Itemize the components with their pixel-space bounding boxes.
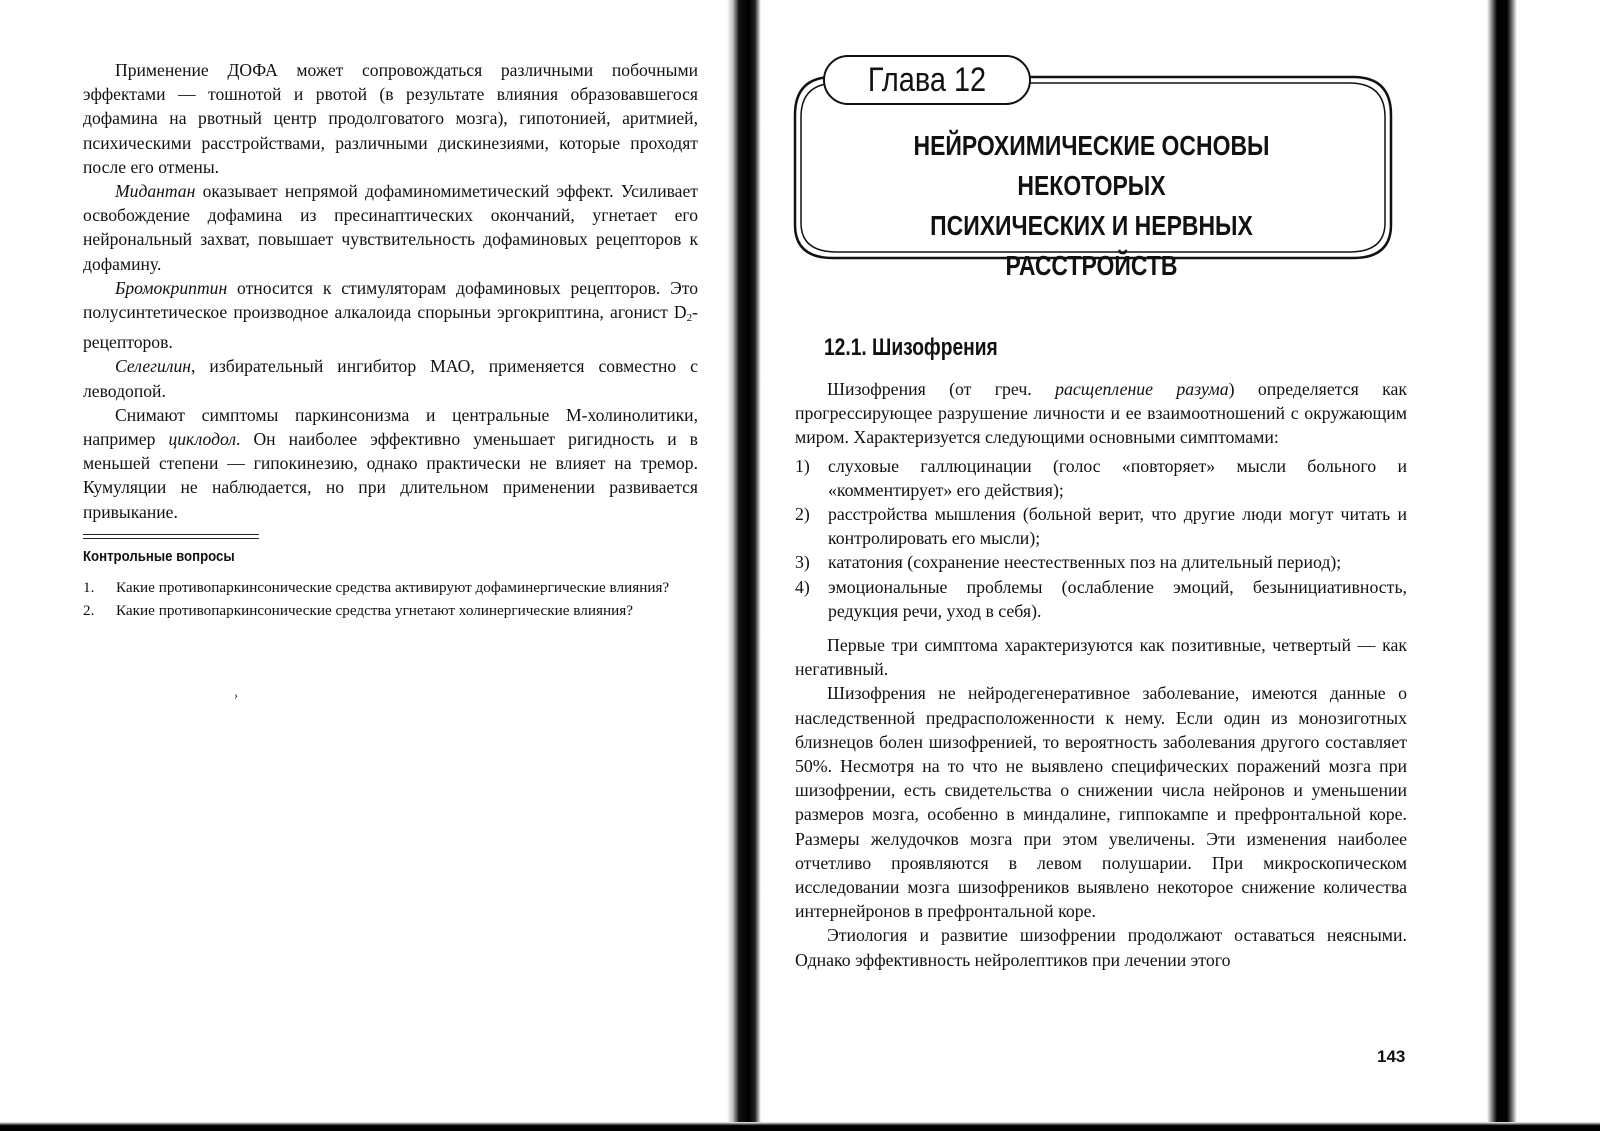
symptoms-list [795,454,1407,623]
list-text: Какие противопаркинсонические средства угнетают холинергические влияния? [116,601,633,619]
list-number: 2. [83,601,95,619]
list-item [83,578,703,599]
divider [83,538,259,539]
paragraph: Применение ДОФА может сопровождаться различными побочными эффектами — тошнотой и рвотой (в результате влияния образовавшегося дофамина на рвотный центр продолговатого мозга), гипотонией, аритмией, психическими расстройствами, различными дискинезиями, которые проходят после его отмены. [83,60,698,177]
list-item: 2) расстройства мышления (больной верит, что другие люди могут читать и контролировать его мысли); [795,504,1407,549]
list-item: 4) эмоциональные проблемы (ослабление эмоций, безынициативность, редукция речи, уход в себя). [795,576,1407,621]
paragraph: Бромокриптин относится к стимуляторам дофаминовых рецепторов. Это полусинтетическое производное алкалоида спорыньи эргокриптина, агонист D2-рецепторов. [83,277,698,353]
paragraph: Мидантан оказывает непрямой дофаминомиметический эффект. Усиливает освобождение дофамина из пресинаптических окончаний, угнетает его нейрональный захват, повышает чувствительность дофаминовых рецепторов к дофамину. [83,181,698,274]
paragraph: Снимают симптомы паркинсонизма и центральные М-холинолитики, например циклодол. Он наиболее эффективно уменьшает ригидность и в меньшей степени — гипокинезию, однако практически не влияет на тремор. Кумуляции не наблюдается, но при длительном применении развивается привыкание. [83,404,698,522]
list-item: 1) слуховые галлюцинации (голос «повторяет» мысли больного и «комментирует» его действия); [795,455,1407,500]
paragraph: Шизофрения (от греч. расщепление разума) определяется как прогрессирующее разрушение личности и ее взаимоотношений с окружающим миром. Характеризуется следующими основными симптомами: [795,379,1407,448]
list-number: 1. [83,579,95,596]
stray-mark: › [234,688,238,702]
paragraph: Шизофрения не нейродегенеративное заболевание, имеются данные о наследственной предрасположенности к нему. Если один из монозиготных близнецов болен шизофренией, то вероятность заболевания другого составляет 50%. Несмотря на то что не выявлено специфических поражений мозга при шизофрении, есть свидетельства о снижении числа нейронов и уменьшении размеров мозга, особенно в миндалине, гиппокампе и префронтальной коре. Размеры желудочков мозга при этом увеличены. Эти изменения наиболее отчетливо проявляются в левом полушарии. При микроскопическом исследовании мозга шизофреников выявлено некоторое снижение количества интернейронов в префронтальной коре. [795,683,1407,922]
paragraph: Этиология и развитие шизофрении продолжают оставаться неясными. Однако эффективность нейролептиков при лечении этого [795,925,1407,970]
divider [83,534,259,535]
list-item [83,601,703,622]
page-bottom-edge [0,1122,1600,1131]
binding-gutter [727,0,761,1131]
list-item: 3) кататония (сохранение неестественных поз на длительный период); [795,552,1342,573]
chapter-label: Глава 12 [867,61,987,99]
chapter-title: НЕЙРОХИМИЧЕСКИЕ ОСНОВЫ НЕКОТОРЫХ ПСИХИЧЕСКИХ И НЕРВНЫХ РАССТРОЙСТВ [913,130,1270,281]
section-heading: 12.1. Шизофрения [824,334,998,361]
page-edge-shadow [1487,0,1517,1131]
questions-heading: Контрольные вопросы [83,548,235,565]
right-page-text [795,377,1407,972]
left-page-text [83,58,698,524]
page-number: 143 [1377,1047,1406,1066]
paragraph: Селегилин, избирательный ингибитор МАО, применяется совместно с леводопой. [83,356,698,401]
paragraph: Первые три симптома характеризуются как позитивные, четвертый — как негативный. [795,635,1407,680]
list-text: Какие противопаркинсонические средства активируют дофаминергические влияния? [116,579,670,596]
questions-list [83,578,703,623]
